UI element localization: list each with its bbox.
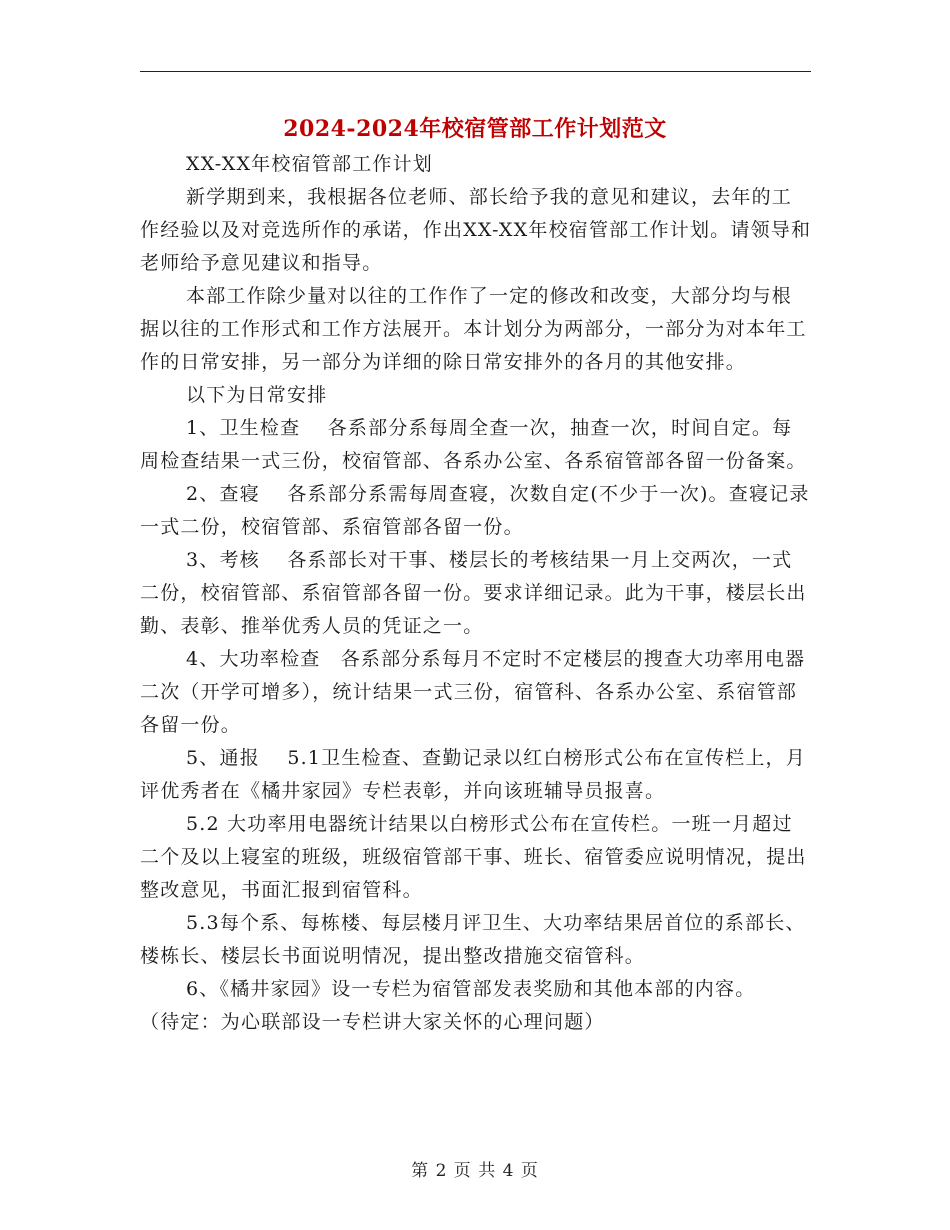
body-paragraph: 4、大功率检查 各系部分系每月不定时不定楼层的搜查大功率用电器二次（开学可增多），统计结果一式三份，宿管科、各系办公室、系宿管部各留一份。 [140,648,806,736]
body-paragraph: 1、卫生检查 各系部分系每周全查一次，抽查一次，时间自定。每周检查结果一式三份，校宿管部、各系办公室、各系宿管部各留一份备案。 [140,417,807,472]
body-paragraph: 5.3每个系、每栋楼、每层楼月评卫生、大功率结果居首位的系部长、楼栋长、楼层长书面说明情况，提出整改措施交宿管科。 [140,912,806,967]
document-title: 2024-2024年校宿管部工作计划范文 [283,116,667,142]
body-paragraph: 2、查寝 各系部分系需每周查寝，次数自定(不少于一次)。查寝记录一式二份，校宿管部、系宿管部各留一份。 [140,483,810,538]
body-paragraph: 3、考核 各系部长对干事、楼层长的考核结果一月上交两次，一式二份，校宿管部、系宿管部各留一份。要求详细记录。此为干事，楼层长出勤、表彰、推举优秀人员的凭证之一。 [140,549,807,637]
body-paragraph: 以下为日常安排 [186,384,328,406]
body-paragraph: XX-XX年校宿管部工作计划 [186,153,433,175]
body-paragraph: 5.2 大功率用电器统计结果以白榜形式公布在宣传栏。一班一月超过二个及以上寝室的班级，班级宿管部干事、班长、宿管委应说明情况，提出整改意见，书面汇报到宿管科。 [140,813,807,901]
body-paragraph: 本部工作除少量对以往的工作作了一定的修改和改变，大部分均与根据以往的工作形式和工作方法展开。本计划分为两部分，一部分为对本年工作的日常安排，另一部分为详细的除日常安排外的各月的其他安排。 [140,285,807,373]
body-paragraph: 5、通报 5.1卫生检查、查勤记录以红白榜形式公布在宣传栏上，月评优秀者在《橘井家园》专栏表彰，并向该班辅导员报喜。 [140,747,806,802]
header-rule [140,71,811,72]
body-paragraph: （待定：为心联部设一专栏讲大家关怀的心理问题） [140,1011,605,1033]
body-paragraph: 新学期到来，我根据各位老师、部长给予我的意见和建议，去年的工作经验以及对竞选所作的承诺，作出XX-XX年校宿管部工作计划。请领导和老师给予意见建议和指导。 [140,186,812,274]
body-paragraph: 6、《橘井家园》设一专栏为宿管部发表奖励和其他本部的内容。 [186,978,756,1000]
document-body [140,148,812,1039]
page-number: 第 2 页 共 4 页 [411,1161,539,1181]
